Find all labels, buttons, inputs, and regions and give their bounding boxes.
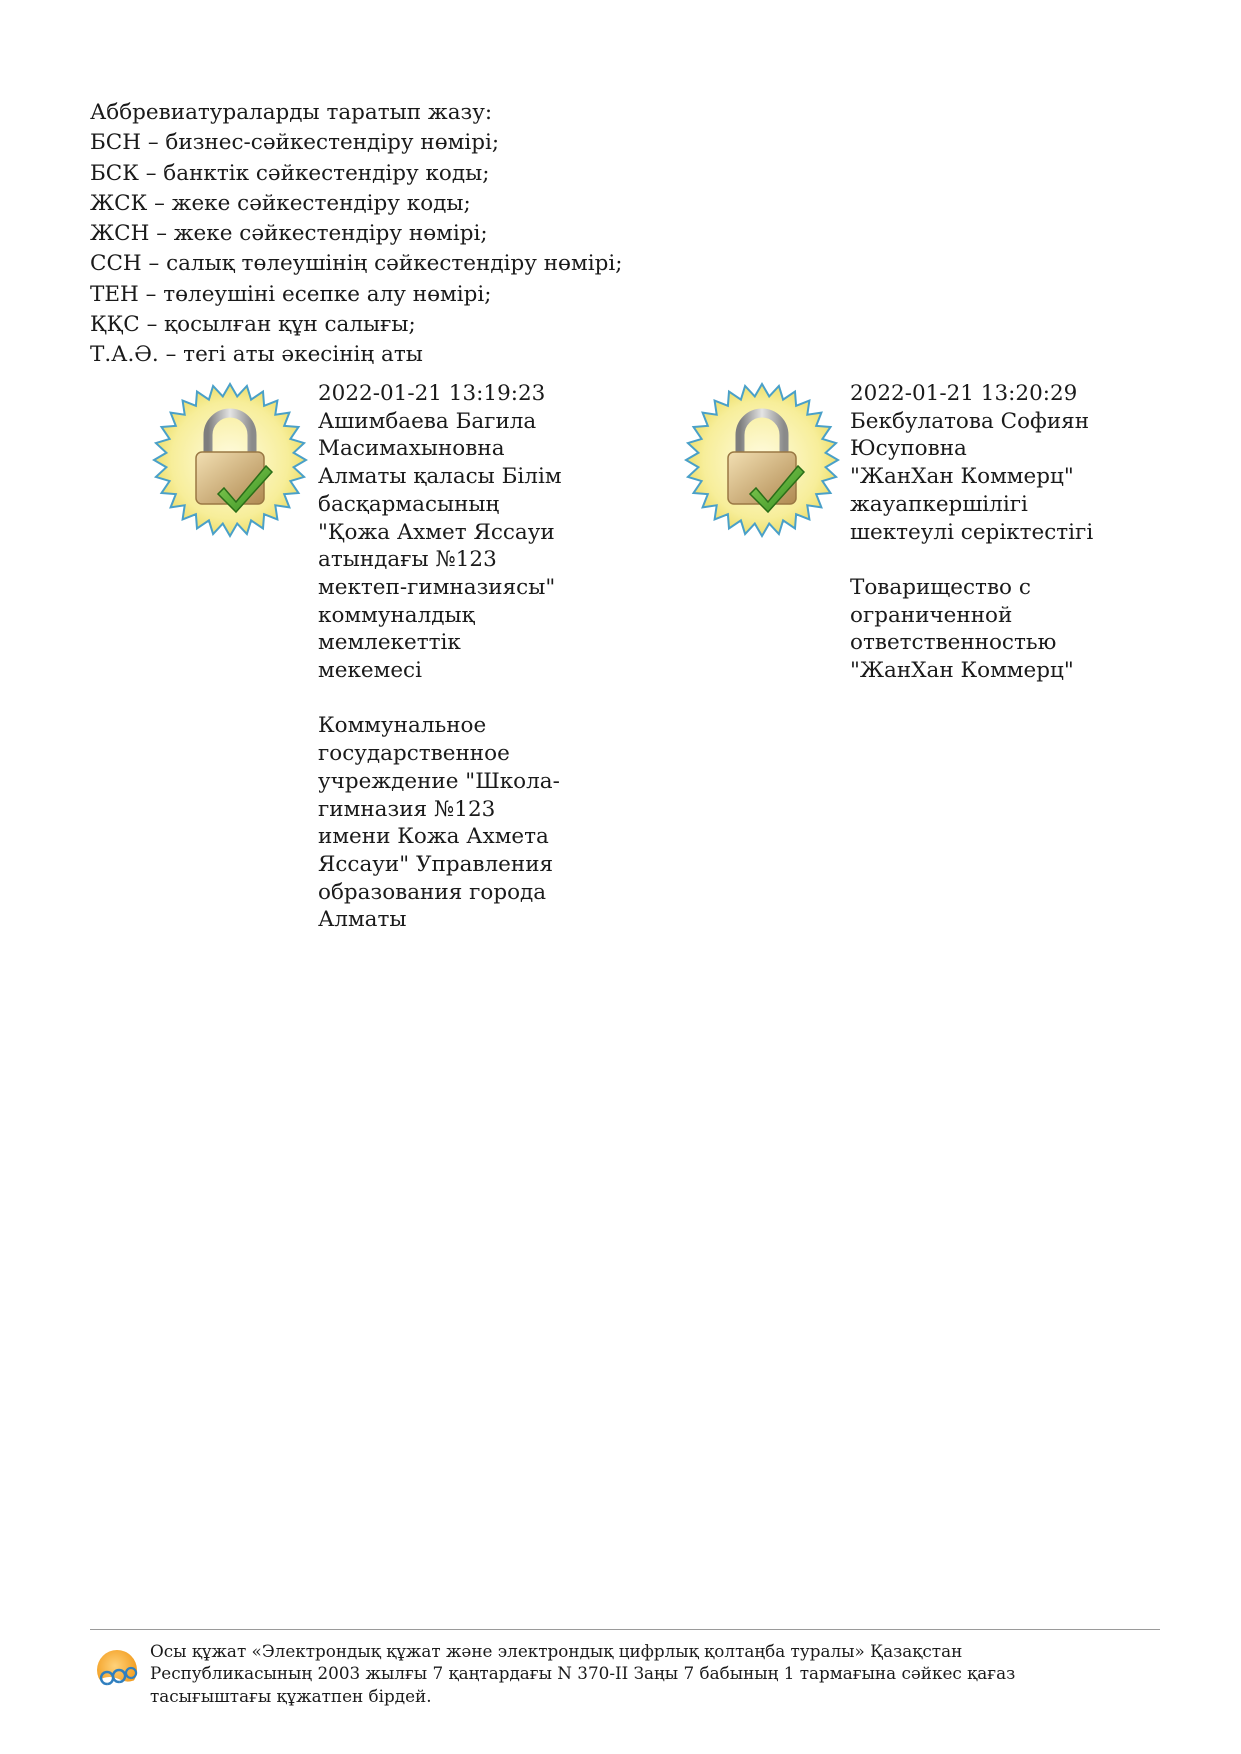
organization-kz: мекемесі bbox=[318, 658, 422, 684]
legal-notice-line: Осы құжат «Электрондық құжат және электрондық цифрлық қолтаңба туралы» Қазақстан bbox=[150, 1641, 963, 1661]
organization-kz: басқармасының bbox=[318, 491, 500, 517]
organization-ru: "ЖанХан Коммерц" bbox=[850, 658, 1074, 684]
organization-kz: "ЖанХан Коммерц" bbox=[850, 464, 1074, 490]
abbreviation-item: ҚҚС – қосылған құн салығы; bbox=[90, 312, 416, 338]
legal-notice-line: тасығыштағы құжатпен бірдей. bbox=[150, 1685, 432, 1706]
abbreviations-list bbox=[90, 98, 790, 371]
signer-name: Масимахыновна bbox=[318, 436, 505, 462]
organization-kz: Алматы қаласы Білім bbox=[318, 464, 562, 490]
organization-ru: Алматы bbox=[318, 907, 407, 933]
organization-ru: ответственностью bbox=[850, 630, 1057, 656]
signature-details-2 bbox=[850, 380, 1093, 685]
signature-seal-lock-icon bbox=[682, 380, 842, 540]
organization-ru: гимназия №123 bbox=[318, 796, 496, 822]
organization-ru: государственное bbox=[318, 741, 510, 767]
signer-name: Бекбулатова Софиян bbox=[850, 408, 1090, 434]
signer-name: Ашимбаева Багила bbox=[318, 408, 537, 434]
egov-sun-logo-icon bbox=[93, 1646, 145, 1696]
abbreviation-item: ТЕН – төлеушіні есепке алу нөмірі; bbox=[90, 281, 492, 307]
signer-name: Юсуповна bbox=[850, 436, 967, 462]
organization-ru: учреждение "Школа- bbox=[318, 768, 560, 794]
signature-details-1 bbox=[318, 380, 562, 934]
organization-kz: мектеп-гимназиясы" bbox=[318, 574, 556, 600]
organization-ru: Яссауи" Управления bbox=[318, 851, 554, 877]
footer-divider bbox=[90, 1629, 1160, 1630]
organization-kz: "Қожа Ахмет Яссауи bbox=[318, 519, 555, 545]
abbreviation-item: ССН – салық төлеушінің сәйкестендіру нөмірі; bbox=[90, 251, 623, 277]
abbreviation-item: Т.А.Ә. – тегі аты әкесінің аты bbox=[90, 342, 423, 368]
organization-kz: шектеулі серіктестігі bbox=[850, 519, 1094, 545]
signature-timestamp: 2022-01-21 13:19:23 bbox=[318, 381, 546, 406]
signature-seal-lock-icon bbox=[150, 380, 310, 540]
organization-ru: образования города bbox=[318, 879, 547, 905]
organization-kz: мемлекеттік bbox=[318, 630, 461, 656]
signature-timestamp: 2022-01-21 13:20:29 bbox=[850, 381, 1078, 406]
legal-notice bbox=[150, 1640, 1150, 1707]
organization-ru: Коммунальное bbox=[318, 713, 487, 739]
organization-kz: атындағы №123 bbox=[318, 547, 497, 573]
abbreviation-item: ЖСН – жеке сәйкестендіру нөмірі; bbox=[90, 221, 488, 247]
abbreviations-heading: Аббревиатураларды таратып жазу: bbox=[90, 100, 493, 125]
organization-ru: Товарищество с bbox=[850, 574, 1031, 600]
abbreviation-item: ЖСК – жеке сәйкестендіру коды; bbox=[90, 190, 471, 216]
organization-ru: имени Кожа Ахмета bbox=[318, 824, 549, 850]
organization-kz: жауапкершілігі bbox=[850, 491, 1028, 517]
legal-notice-line: Республикасының 2003 жылғы 7 қаңтардағы N 370-II Заңы 7 бабының 1 тармағына сәйкес қағаз bbox=[150, 1663, 1016, 1684]
abbreviation-item: БСК – банктік сәйкестендіру коды; bbox=[90, 160, 490, 186]
organization-kz: коммуналдық bbox=[318, 602, 475, 628]
abbreviation-item: БСН – бизнес-сәйкестендіру нөмірі; bbox=[90, 130, 500, 156]
organization-ru: ограниченной bbox=[850, 602, 1013, 628]
